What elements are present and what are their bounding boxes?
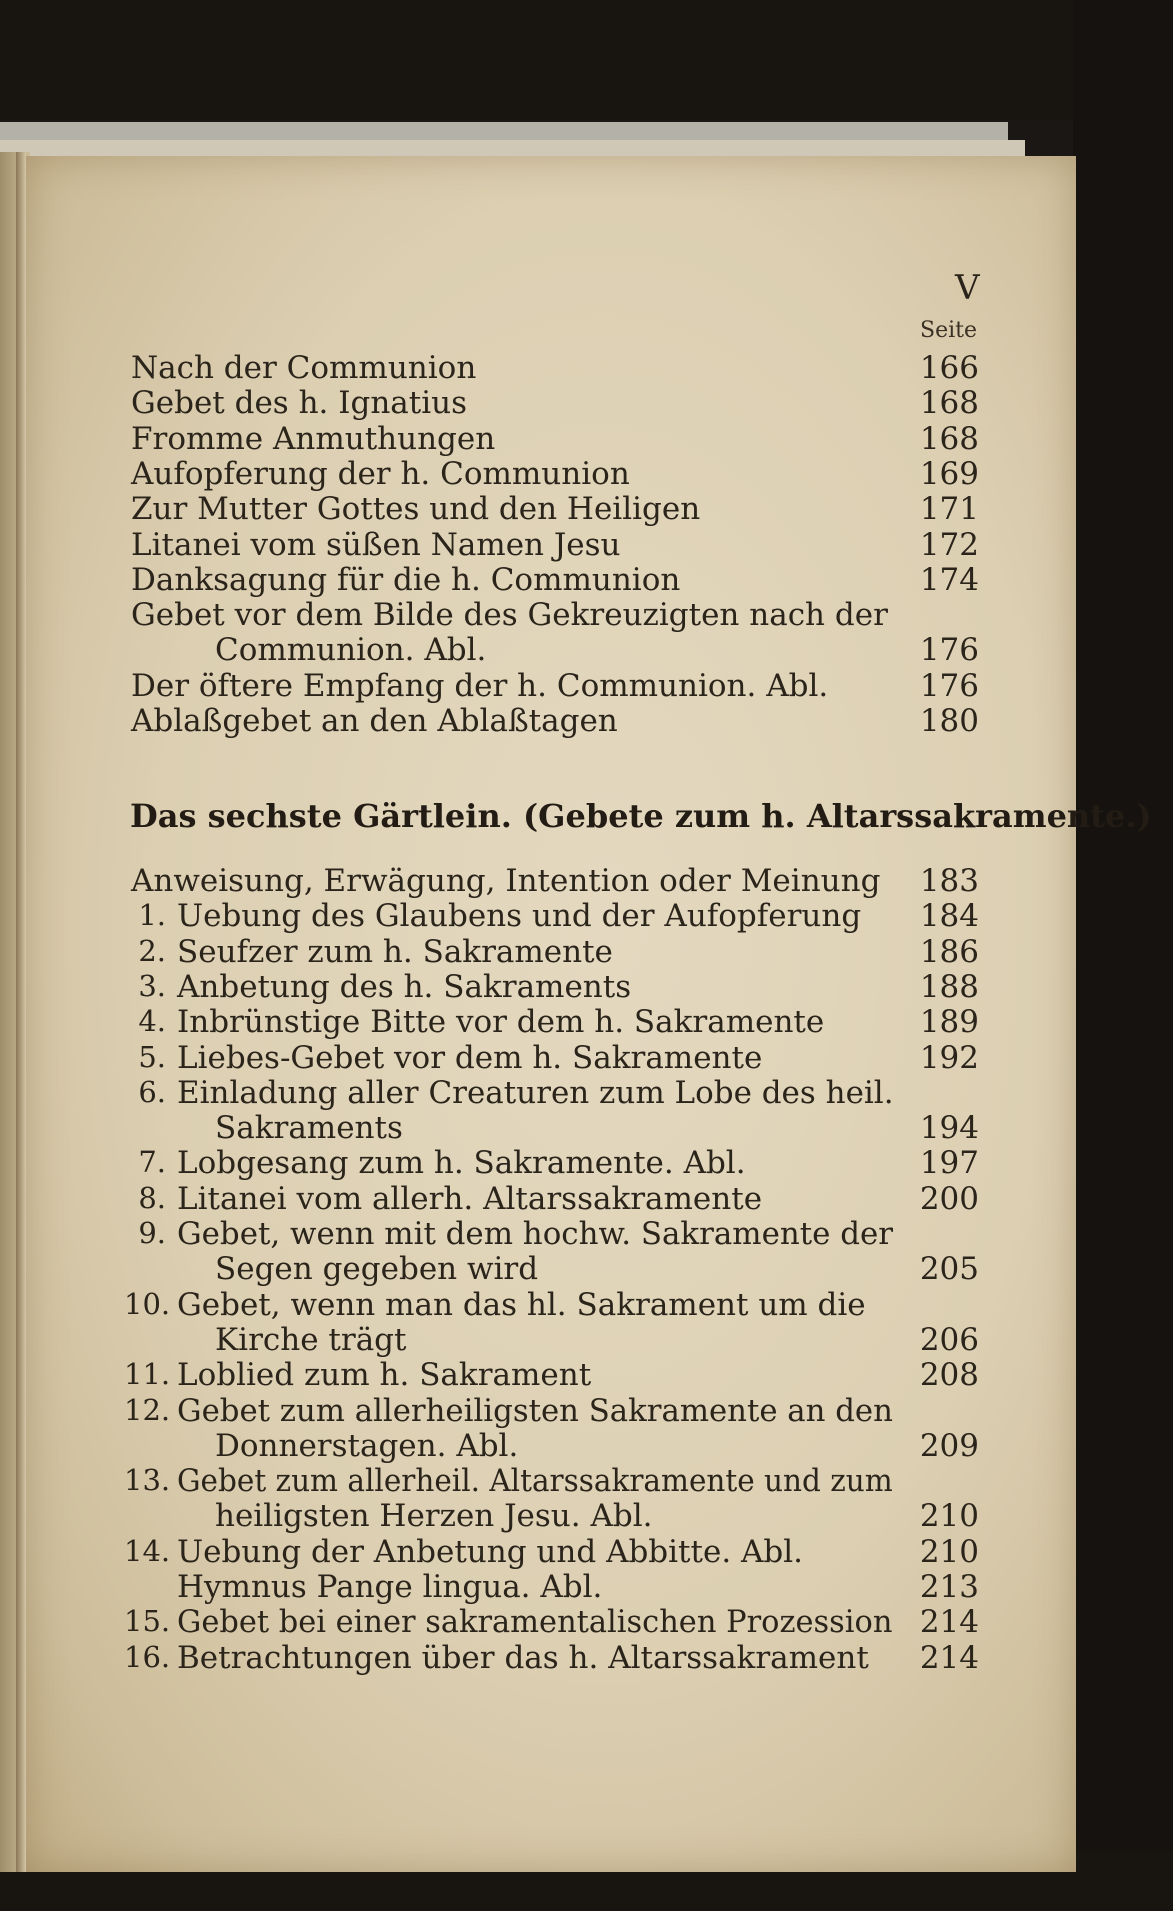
toc-entry-title: Litanei vom süßen Namen Jesu [131,526,621,563]
page-folio: V [955,268,980,308]
toc-entry-continuation: Segen gegeben wird [215,1251,539,1288]
toc-page-number: 206 [919,1321,979,1358]
toc-entry-continuation: Sakraments [215,1110,403,1147]
toc-entry-title: Gebet, wenn man das hl. Sakrament um die [177,1286,866,1323]
toc-page-number: 184 [919,898,979,935]
toc-entry-title: Betrachtungen über das h. Altarssakrament [177,1639,869,1676]
toc-page-number: 171 [919,491,979,528]
toc-entry-number: 16. [124,1639,171,1674]
toc-page-number: 205 [919,1251,979,1288]
toc-page-number: 192 [919,1039,979,1076]
toc-entry-title: Gebet, wenn mit dem hochw. Sakramente der [177,1216,894,1252]
toc-page-number: 209 [919,1427,979,1464]
toc-entry-title: Loblied zum h. Sakrament [177,1357,592,1394]
toc-page-number: 208 [919,1357,979,1394]
toc-entry-title: Hymnus Pange lingua. Abl. [177,1569,603,1605]
toc-entry-number: 12. [124,1392,171,1427]
toc-page-number: 213 [919,1569,979,1605]
toc-page-number: 183 [919,863,979,899]
toc-entry-title: Gebet vor dem Bilde des Gekreuzigten nach der [131,597,888,634]
toc-entry-title: Uebung der Anbetung und Abbitte. Abl. [177,1533,804,1570]
toc-entry-number: 10. [124,1286,171,1321]
toc-entry-continuation: Donnerstagen. Abl. [215,1427,519,1464]
toc-entry-number: 2. [138,933,166,968]
toc-page-number: 189 [919,1004,979,1041]
toc-entry-title: Gebet zum allerheil. Altarssakramente und zum [177,1463,893,1500]
toc-entry-number: 3. [138,968,166,1003]
toc-entry-number: 15. [124,1604,171,1639]
toc-page-number: 194 [919,1110,979,1147]
toc-entry-title: Gebet zum allerheiligsten Sakramente an den [177,1392,893,1429]
toc-page-number: 188 [919,968,979,1005]
toc-page-number: 176 [919,632,979,669]
toc-entry-continuation: Kirche trägt [215,1321,407,1358]
toc-entry-title: Der öftere Empfang der h. Communion. Abl. [131,667,829,704]
toc-page-number: 214 [919,1604,979,1641]
toc-entry-title: Anweisung, Erwägung, Intention oder Meinung [131,863,881,899]
book-gutter [16,152,26,1872]
toc-page-number: 210 [919,1533,979,1570]
toc-page-number: 214 [919,1639,979,1676]
toc-page-number: 172 [919,526,979,563]
toc-entry-title: Danksagung für die h. Communion [131,561,681,598]
toc-page-number: 180 [919,703,979,739]
toc-page-number: 210 [919,1498,979,1535]
toc-entry-title: Ablaßgebet an den Ablaßtagen [131,703,618,739]
toc-entry-title: Fromme Anmuthungen [131,420,496,457]
toc-entry-title: Aufopferung der h. Communion [131,455,630,492]
toc-entry-title: Nach der Communion [131,350,477,386]
toc-entry-number: 6. [138,1074,166,1109]
toc-entry-number: 8. [138,1180,166,1215]
toc-page-number: 186 [919,933,979,970]
page-edge-strip [0,122,1008,142]
toc-entry-continuation: heiligsten Herzen Jesu. Abl. [215,1498,653,1535]
toc-entry-title: Gebet bei einer sakramentalischen Prozession [177,1604,893,1641]
toc-entry-number: 1. [138,898,166,933]
toc-page-number: 174 [919,561,979,598]
background-right [1073,0,1173,1911]
toc-entry-number: 5. [138,1039,166,1074]
toc-entry-title: Zur Mutter Gottes und den Heiligen [131,491,701,528]
toc-page-number: 166 [919,350,979,386]
toc-entry-title: Uebung des Glaubens und der Aufopferung [177,898,862,935]
toc-entry-number: 13. [124,1463,171,1498]
toc-entry-title: Liebes-Gebet vor dem h. Sakramente [177,1039,763,1076]
toc-entry-title: Lobgesang zum h. Sakramente. Abl. [177,1145,746,1182]
toc-page-number: 176 [919,667,979,704]
toc-entry-number: 11. [124,1357,171,1392]
background-top [0,0,1173,120]
toc-entry-number: 9. [138,1216,166,1250]
toc-page-number: 200 [919,1180,979,1217]
toc-entry-title: Inbrünstige Bitte vor dem h. Sakramente [177,1004,825,1041]
toc-entry-title: Gebet des h. Ignatius [131,385,468,422]
toc-page-number: 168 [919,385,979,422]
toc-page-number: 197 [919,1145,979,1182]
toc-entry-title: Einladung aller Creaturen zum Lobe des heil. [177,1074,894,1111]
toc-entry-title: Anbetung des h. Sakraments [177,968,632,1005]
seite-label: Seite [920,318,977,343]
toc-entry-number: 7. [138,1145,166,1180]
toc-entry-title: Seufzer zum h. Sakramente [177,933,613,970]
toc-entry-title: Litanei vom allerh. Altarssakramente [177,1180,763,1217]
section-heading: Das sechste Gärtlein. (Gebete zum h. Altarssakramente.) [130,797,1152,835]
toc-page-number: 169 [919,455,979,492]
toc-entry-number: 14. [124,1533,171,1568]
toc-page-number: 168 [919,420,979,457]
toc-entry-continuation: Communion. Abl. [215,632,487,669]
toc-entry-number: 4. [138,1004,166,1039]
